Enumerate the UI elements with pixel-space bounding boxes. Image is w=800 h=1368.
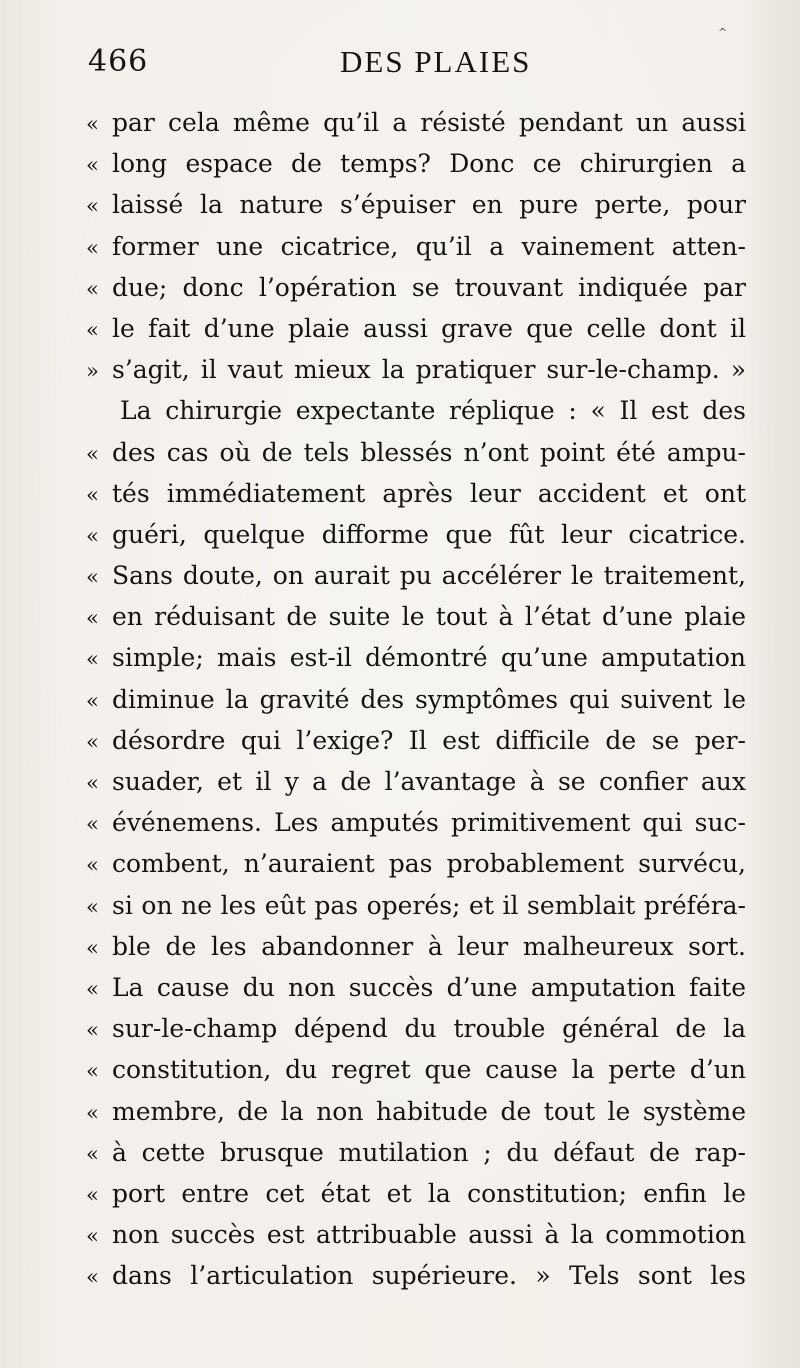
line-text: combent, n’auraient pas probablement survécu, (112, 849, 746, 879)
line-text: constitution, du regret que cause la perte d’un (112, 1055, 746, 1085)
text-line (86, 885, 746, 926)
line-text: laissé la nature s’épuiser en pure perte, pour (112, 190, 746, 220)
line-quote-mark: « (86, 1265, 99, 1290)
page-number: 466 (88, 44, 149, 79)
line-quote-mark: « (86, 894, 99, 919)
line-text: non succès est attribuable aussi à la commotion (112, 1220, 746, 1250)
line-quote-mark: « (86, 688, 99, 713)
line-quote-mark: « (86, 276, 99, 301)
line-text: ble de les abandonner à leur malheureux sort. (112, 931, 746, 961)
line-text: diminue la gravité des symptômes qui suivent le (112, 684, 746, 714)
line-quote-mark: « (86, 1018, 99, 1043)
line-quote-mark: « (86, 153, 99, 178)
text-line (86, 267, 746, 308)
line-quote-mark: « (86, 1224, 99, 1249)
line-quote-mark: « (86, 523, 99, 548)
line-quote-mark: » (86, 359, 99, 384)
text-line (86, 1008, 746, 1049)
line-text: guéri, quelque difforme que fût leur cicatrice. (112, 519, 746, 549)
line-text: former une cicatrice, qu’il a vainement atten- (112, 231, 746, 261)
text-line (86, 843, 746, 884)
line-text: La chirurgie expectante réplique : « Il est des (120, 396, 746, 426)
line-quote-mark: « (86, 565, 99, 590)
line-text: le fait d’une plaie aussi grave que celle dont il (112, 313, 746, 343)
margin-mark: ^ (718, 26, 728, 39)
line-text: sur-le-champ dépend du trouble général de la (112, 1014, 746, 1044)
line-text: tés immédiatement après leur accident et ont (112, 478, 746, 508)
line-text: désordre qui l’exige? Il est difficile de se per- (112, 725, 746, 755)
line-text: par cela même qu’il a résisté pendant un aussi (112, 108, 746, 137)
text-line (86, 1214, 746, 1255)
text-line (86, 1132, 746, 1173)
text-line (86, 1049, 746, 1090)
line-text: membre, de la non habitude de tout le système (112, 1096, 746, 1126)
text-line (86, 390, 746, 431)
line-text: dans l’articulation supérieure. » Tels sont les (112, 1261, 746, 1291)
line-text: port entre cet état et la constitution; enfin le (112, 1178, 746, 1208)
line-quote-mark: « (86, 1100, 99, 1125)
text-line (86, 102, 746, 143)
line-quote-mark: « (86, 112, 99, 136)
text-body (86, 102, 746, 1296)
line-text: due; donc l’opération se trouvant indiquée par (112, 272, 746, 302)
line-text: La cause du non succès d’une amputation faite (112, 972, 746, 1002)
line-text: si on ne les eût pas operés; et il semblait préféra- (112, 890, 746, 920)
text-line (86, 555, 746, 596)
text-line (86, 473, 746, 514)
line-quote-mark: « (86, 935, 99, 960)
text-line (86, 802, 746, 843)
text-line (86, 432, 746, 473)
line-quote-mark: « (86, 812, 99, 837)
page-header (88, 44, 728, 92)
running-head: DES PLAIES (340, 44, 532, 79)
text-line (86, 184, 746, 225)
line-text: en réduisant de suite le tout à l’état d’une plaie (112, 602, 746, 632)
text-line (86, 596, 746, 637)
text-line (86, 514, 746, 555)
line-quote-mark: « (86, 441, 99, 466)
text-line (86, 349, 746, 390)
line-quote-mark: « (86, 482, 99, 507)
text-line (86, 1091, 746, 1132)
line-quote-mark: « (86, 647, 99, 672)
line-quote-mark: « (86, 729, 99, 754)
line-quote-mark: « (86, 1182, 99, 1207)
text-line (86, 1173, 746, 1214)
text-line (86, 926, 746, 967)
text-line (86, 679, 746, 720)
text-line (86, 1255, 746, 1296)
line-text: à cette brusque mutilation ; du défaut de rap- (112, 1137, 746, 1167)
line-text: des cas où de tels blessés n’ont point été ampu- (112, 437, 746, 467)
line-quote-mark: « (86, 194, 99, 219)
text-line (86, 308, 746, 349)
line-quote-mark: « (86, 771, 99, 795)
line-text: long espace de temps? Donc ce chirurgien a (112, 149, 746, 179)
line-text: s’agit, il vaut mieux la pratiquer sur-le-champ. » (112, 355, 746, 385)
line-text: suader, et il y a de l’avantage à se confier aux (112, 767, 746, 796)
line-quote-mark: « (86, 317, 99, 342)
text-line (86, 143, 746, 184)
line-text: événemens. Les amputés primitivement qui suc- (112, 808, 746, 838)
line-quote-mark: « (86, 853, 99, 878)
text-line (86, 226, 746, 267)
line-quote-mark: « (86, 1141, 99, 1166)
line-text: simple; mais est-il démontré qu’une amputation (112, 643, 746, 673)
line-quote-mark: « (86, 606, 99, 631)
line-text: Sans doute, on aurait pu accélérer le traitement, (112, 561, 746, 591)
text-line (86, 967, 746, 1008)
text-line (86, 637, 746, 678)
text-line (86, 761, 746, 802)
line-quote-mark: « (86, 1059, 99, 1084)
line-quote-mark: « (86, 976, 99, 1001)
text-line (86, 720, 746, 761)
line-quote-mark: « (86, 235, 99, 260)
